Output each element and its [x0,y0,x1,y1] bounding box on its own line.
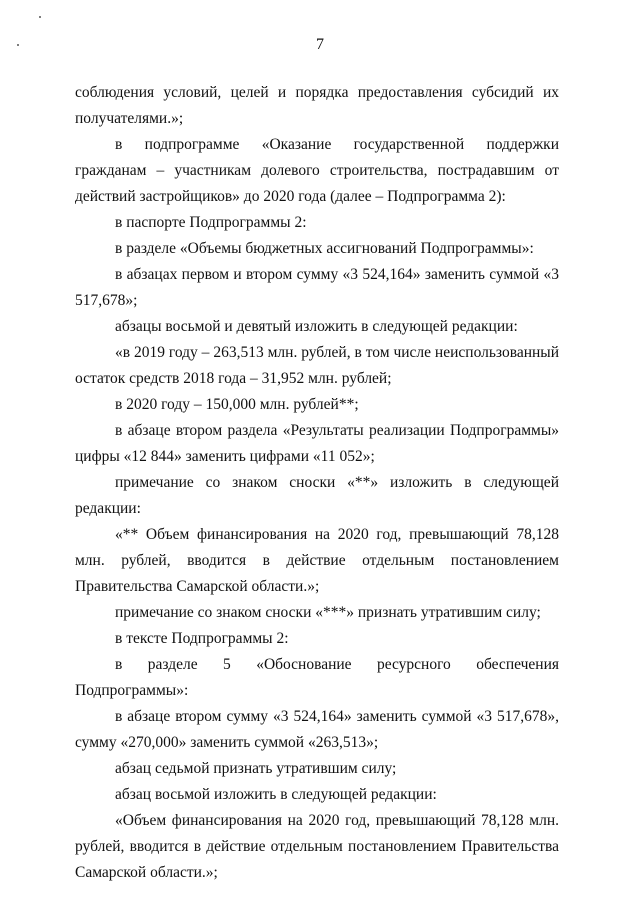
paragraph: в абзаце втором раздела «Результаты реализации Подпрограммы» цифры «12 844» заменить цифрами «11 052»; [75,422,559,465]
paragraph: в абзацах первом и втором сумму «3 524,164» заменить суммой «3 517,678»; [75,266,559,309]
paragraph: примечание со знаком сноски «***» признать утратившим силу; [115,604,541,621]
paragraph: в тексте Подпрограммы 2: [115,630,289,647]
paragraph: в разделе «Объемы бюджетных ассигнований Подпрограммы»: [115,240,534,257]
paragraph: примечание со знаком сноски «**» изложить в следующей редакции: [75,474,559,517]
paragraph: абзац седьмой признать утратившим силу; [115,760,397,777]
paragraph: в паспорте Подпрограммы 2: [115,214,307,231]
paragraph: «** Объем финансирования на 2020 год, превышающий 78,128 млн. рублей, вводится в действие отдельным постановлением Правительства Самарской области.»; [75,526,559,595]
paragraph: абзац восьмой изложить в следующей редакции: [115,786,437,803]
paragraph: в 2020 году – 150,000 млн. рублей**; [115,396,359,413]
paragraph: в абзаце втором сумму «3 524,164» заменить суммой «3 517,678», сумму «270,000» заменить суммой «263,513»; [75,708,559,751]
document-body [75,80,559,886]
paragraph: в разделе 5 «Обоснование ресурсного обеспечения Подпрограммы»: [75,656,559,699]
paragraph: в подпрограмме «Оказание государственной поддержки гражданам – участникам долевого строительства, пострадавшим от действий застройщиков» до 2020 года (далее – Подпрограмма 2): [75,136,559,205]
scan-speck [39,16,41,18]
paragraph: соблюдения условий, целей и порядка предоставления субсидий их получателями.»; [75,84,559,127]
page-number: 7 [316,36,324,53]
paragraph: «Объем финансирования на 2020 год, превышающий 78,128 млн. рублей, вводится в действие отдельным постановлением Правительства Самарской области.»; [75,812,559,881]
paragraph: абзацы восьмой и девятый изложить в следующей редакции: [115,318,518,335]
paragraph: «в 2019 году – 263,513 млн. рублей, в том числе неиспользованный остаток средств 2018 года – 31,952 млн. рублей; [75,344,559,387]
